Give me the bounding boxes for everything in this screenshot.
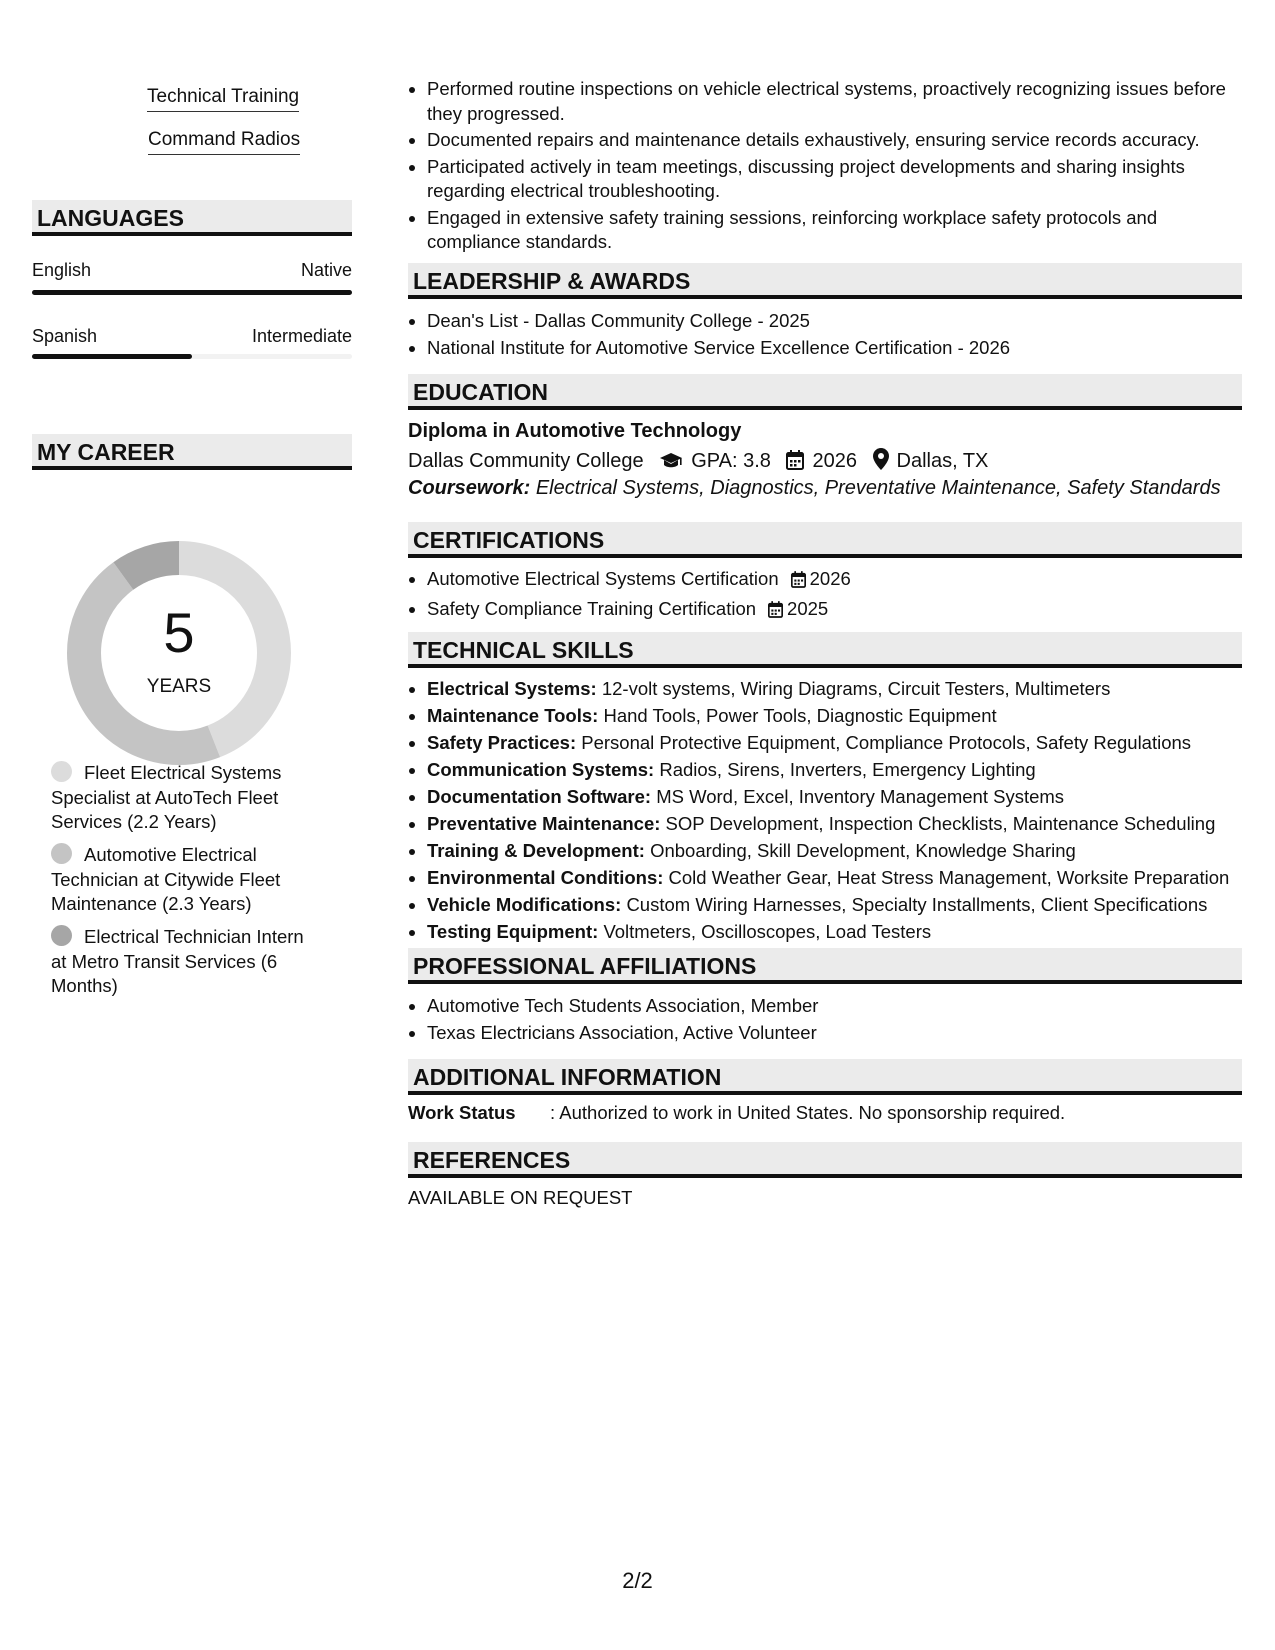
work-status-value: : Authorized to work in United States. No sponsorship required. — [550, 1102, 1066, 1123]
list-item: • Documented repairs and maintenance details exhaustively, ensuring service records accuracy. — [427, 128, 1242, 153]
list-item — [427, 891, 1242, 918]
career-total-number: 5 — [163, 601, 195, 664]
list-item — [427, 675, 1242, 702]
skill-value: Voltmeters, Oscilloscopes, Load Testers — [603, 921, 932, 942]
coursework — [408, 477, 1242, 500]
list-item: • Participated actively in team meetings, discussing project developments and sharing insights regarding electrical troubleshooting. — [427, 155, 1242, 204]
certification-name: Automotive Electrical Systems Certification — [427, 568, 779, 589]
location: Dallas, TX — [896, 450, 989, 472]
references-text: AVAILABLE ON REQUEST — [408, 1187, 633, 1208]
references-heading: REFERENCES — [408, 1142, 1242, 1178]
skill-value: 12-volt systems, Wiring Diagrams, Circuit Testers, Multimeters — [601, 678, 1111, 699]
language-bar — [32, 354, 352, 359]
skill-value: Personal Protective Equipment, Compliance Protocols, Safety Regulations — [581, 732, 1192, 753]
skill-label: Preventative Maintenance: — [427, 813, 661, 834]
work-status-row — [408, 1102, 1242, 1124]
certifications-list — [408, 565, 1242, 625]
skill-label: Vehicle Modifications: — [427, 894, 622, 915]
language-level: Intermediate — [251, 326, 352, 346]
skill-value: Radios, Sirens, Inverters, Emergency Lighting — [659, 759, 1036, 780]
affiliations-list — [408, 992, 1242, 1046]
list-item — [427, 595, 1242, 625]
map-pin-icon — [873, 448, 889, 476]
education-details — [408, 448, 1242, 476]
list-item — [427, 565, 1242, 595]
list-item — [427, 756, 1242, 783]
list-item — [427, 864, 1242, 891]
certification-year: 2025 — [787, 598, 829, 619]
language-bar-fill — [32, 354, 192, 359]
legend-dot-icon — [51, 843, 72, 864]
list-item: • Automotive Tech Students Association, Member — [427, 992, 1242, 1019]
language-level: Native — [300, 260, 352, 280]
leadership-heading: LEADERSHIP & AWARDS — [408, 263, 1242, 299]
skill-label: Safety Practices: — [427, 732, 577, 753]
career-item-text: Fleet Electrical Systems Specialist at AutoTech Fleet Services (2.2 Years) — [51, 762, 282, 832]
technical-skills-list — [408, 675, 1242, 945]
coursework-label: Coursework: — [408, 477, 531, 499]
career-total-unit: YEARS — [146, 676, 212, 697]
skill-tag: Technical Training — [147, 86, 299, 112]
career-item — [51, 843, 321, 917]
career-item-text: Automotive Electrical Technician at Citywide Fleet Maintenance (2.3 Years) — [51, 844, 281, 914]
school-name: Dallas Community College — [408, 450, 644, 472]
skill-value: Cold Weather Gear, Heat Stress Management, Worksite Preparation — [668, 867, 1230, 888]
skill-value: MS Word, Excel, Inventory Management Systems — [656, 786, 1065, 807]
list-item — [427, 837, 1242, 864]
career-heading: MY CAREER — [32, 434, 352, 470]
skill-label: Electrical Systems: — [427, 678, 597, 699]
list-item: • Texas Electricians Association, Active Volunteer — [427, 1019, 1242, 1046]
calendar-icon — [791, 568, 806, 595]
experience-bullets — [408, 77, 1242, 257]
education-heading: EDUCATION — [408, 374, 1242, 410]
list-item — [427, 918, 1242, 945]
list-item: • National Institute for Automotive Service Excellence Certification - 2026 — [427, 334, 1242, 361]
work-status-label: Work Status — [408, 1102, 516, 1123]
list-item — [427, 783, 1242, 810]
skill-label: Documentation Software: — [427, 786, 652, 807]
list-item: • Dean's List - Dallas Community College - 2025 — [427, 307, 1242, 334]
skill-tag: Command Radios — [148, 129, 300, 155]
additional-info-heading: ADDITIONAL INFORMATION — [408, 1059, 1242, 1095]
list-item — [427, 810, 1242, 837]
skill-label: Testing Equipment: — [427, 921, 599, 942]
skill-label: Maintenance Tools: — [427, 705, 599, 726]
career-item — [51, 761, 321, 835]
languages-heading: LANGUAGES — [32, 200, 352, 236]
graduation-cap-icon — [659, 452, 683, 476]
language-bar — [32, 290, 352, 295]
skill-label: Communication Systems: — [427, 759, 655, 780]
gpa: GPA: 3.8 — [691, 450, 771, 472]
calendar-icon — [786, 450, 804, 476]
certification-name: Safety Compliance Training Certification — [427, 598, 757, 619]
skill-value: Hand Tools, Power Tools, Diagnostic Equipment — [603, 705, 997, 726]
calendar-icon — [768, 598, 783, 625]
skill-value: Onboarding, Skill Development, Knowledge Sharing — [650, 840, 1076, 861]
affiliations-heading: PROFESSIONAL AFFILIATIONS — [408, 948, 1242, 984]
legend-dot-icon — [51, 925, 72, 946]
coursework-list: Electrical Systems, Diagnostics, Preventative Maintenance, Safety Standards — [535, 477, 1221, 499]
page-number: 2/2 — [622, 1568, 653, 1593]
language-name: English — [32, 260, 92, 280]
list-item — [427, 729, 1242, 756]
certification-year: 2026 — [809, 568, 851, 589]
list-item: • Engaged in extensive safety training sessions, reinforcing workplace safety protocols and compliance standards. — [427, 206, 1242, 255]
list-item: • Performed routine inspections on vehicle electrical systems, proactively recognizing issues before they progressed. — [427, 77, 1242, 126]
skill-value: Custom Wiring Harnesses, Specialty Installments, Client Specifications — [626, 894, 1208, 915]
degree-title: Diploma in Automotive Technology — [408, 420, 742, 442]
language-name: Spanish — [32, 326, 98, 346]
skill-value: SOP Development, Inspection Checklists, Maintenance Scheduling — [665, 813, 1216, 834]
legend-dot-icon — [51, 761, 72, 782]
technical-skills-heading: TECHNICAL SKILLS — [408, 632, 1242, 668]
graduation-year: 2026 — [812, 450, 857, 472]
list-item — [427, 702, 1242, 729]
leadership-list — [408, 307, 1242, 361]
language-bar-fill — [32, 290, 352, 295]
career-item-text: Electrical Technician Intern at Metro Transit Services (6 Months) — [51, 926, 304, 996]
skill-label: Training & Development: — [427, 840, 645, 861]
skill-label: Environmental Conditions: — [427, 867, 664, 888]
career-item — [51, 925, 321, 999]
certifications-heading: CERTIFICATIONS — [408, 522, 1242, 558]
